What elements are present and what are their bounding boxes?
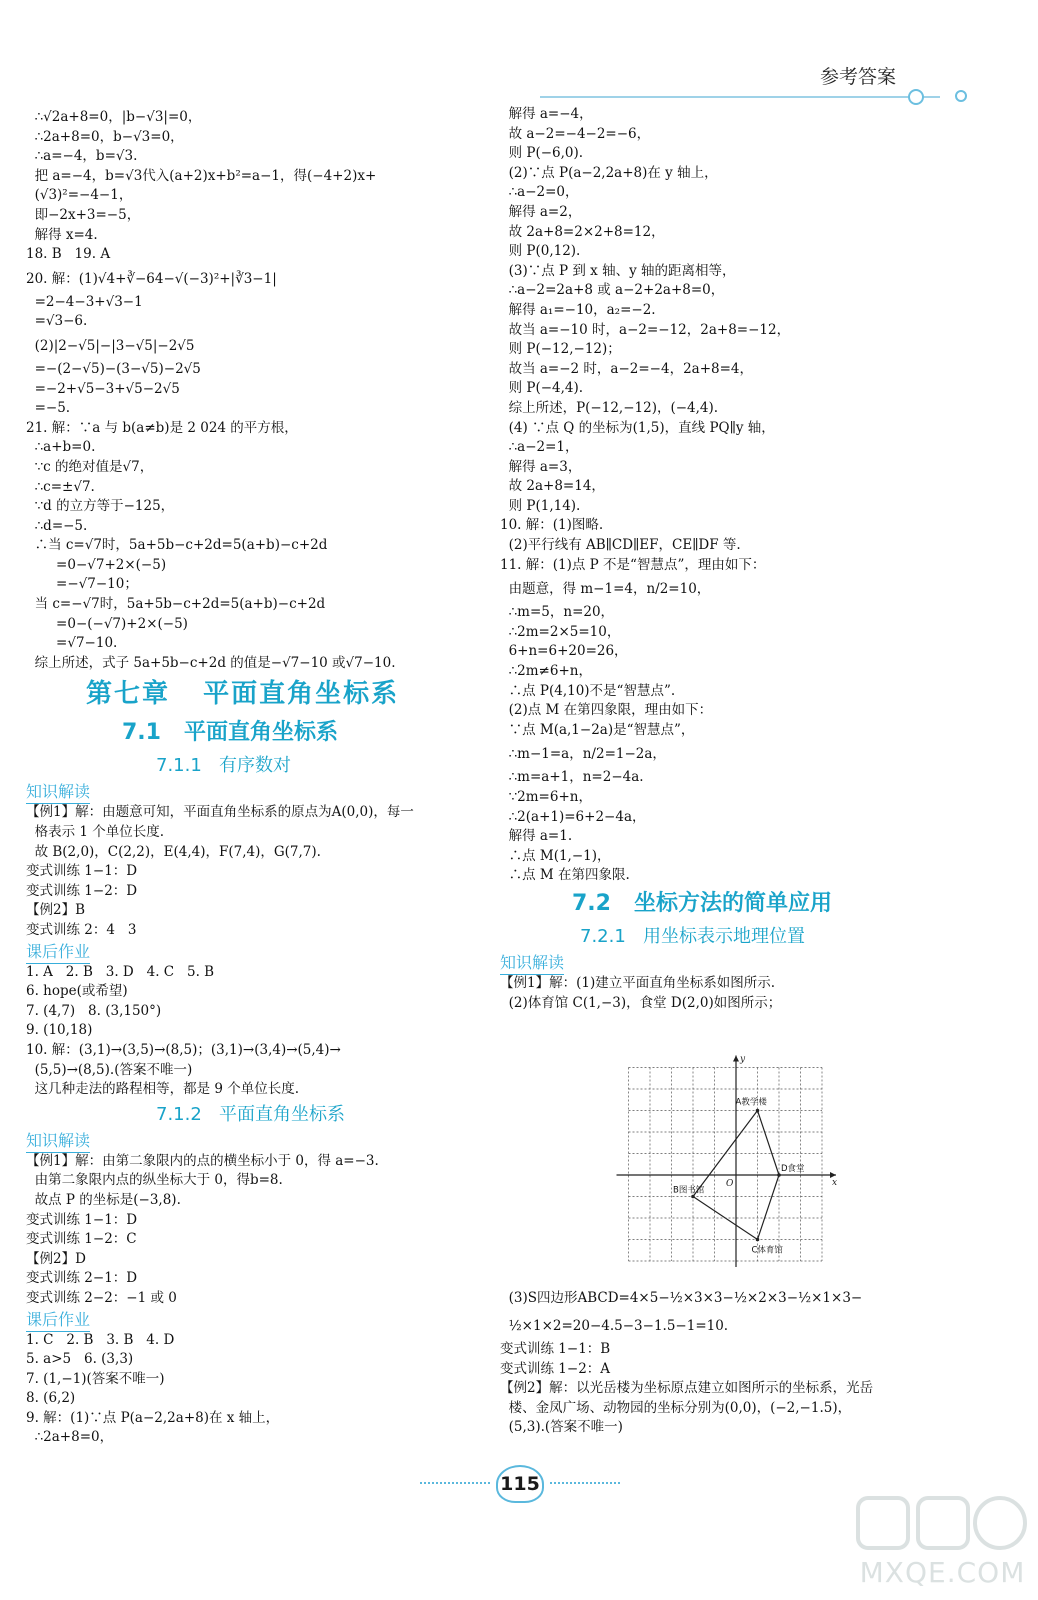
text-line: ∴2a+8=0， bbox=[26, 1429, 114, 1446]
text-line: (√3)²=−4−1， bbox=[26, 187, 133, 204]
header-dot bbox=[955, 90, 967, 102]
text-line: (4) ∵点 Q 的坐标为(1,5)，直线 PQ∥y 轴， bbox=[500, 419, 775, 436]
x-axis-label: x bbox=[832, 1178, 838, 1188]
page-dots-left bbox=[420, 1482, 490, 1484]
header-dot bbox=[908, 89, 924, 105]
text-line: 变式训练 2−2：−1 或 0 bbox=[26, 1289, 177, 1306]
text-line: 变式训练 1−1：D bbox=[26, 863, 138, 880]
text-line: 故当 a=−2 时，a−2=−4，2a+8=4， bbox=[500, 360, 754, 377]
text-line: =−(2−√5)−(3−√5)−2√5 bbox=[26, 360, 201, 377]
text-line: 变式训练 2−1：D bbox=[26, 1270, 138, 1287]
y-axis-arrow bbox=[733, 1056, 739, 1062]
text-line: ∴2(a+1)=6+2−4a， bbox=[500, 808, 646, 825]
text-line: 6+n=6+20=26， bbox=[500, 643, 628, 660]
text-line: 6. hope(或希望) bbox=[26, 983, 128, 1000]
text-line: =0−√7+2×(−5) bbox=[26, 556, 167, 573]
right-column-bottom bbox=[500, 1284, 1000, 1438]
formula-line: 20. 解：(1)√4+∛−64−√(−3)²+|∛3−1| bbox=[26, 270, 277, 287]
coordinate-figure bbox=[605, 1045, 845, 1275]
section-tag: 课后作业 bbox=[26, 1309, 90, 1332]
text-line: 这几种走法的路程相等，都是 9 个单位长度. bbox=[26, 1081, 300, 1098]
text-line: (2)∵点 P(a−2,2a+8)在 y 轴上， bbox=[500, 164, 718, 181]
text-line: 变式训练 1−1：D bbox=[26, 1211, 138, 1228]
section-tag-row bbox=[26, 781, 476, 803]
text-line: 则 P(0,12). bbox=[500, 243, 581, 260]
text-line: 变式训练 1−2：C bbox=[26, 1231, 137, 1248]
text-line: 综上所述，P(−12,−12)，(−4,4). bbox=[500, 399, 719, 416]
text-line: 【例2】B bbox=[26, 902, 86, 919]
text-line: (5,3).(答案不唯一) bbox=[500, 1419, 623, 1436]
text-line: ∴2m=2×5=10， bbox=[500, 623, 621, 640]
text-line: ∴当 c=√7时，5a+5b−c+2d=5(a+b)−c+2d bbox=[26, 537, 328, 554]
text-line: =√7−10. bbox=[26, 635, 118, 652]
text-line: 解得 a₁=−10，a₂=−2. bbox=[500, 301, 656, 318]
text-line: =2−4−3+√3−1 bbox=[26, 293, 143, 310]
text-line: 格表示 1 个单位长度. bbox=[26, 824, 165, 841]
text-line: 【例1】解：由题意可知，平面直角坐标系的原点为A(0,0)，每一 bbox=[26, 804, 414, 821]
text-line: ∴a−2=1， bbox=[500, 439, 579, 456]
text-line: ∴a−2=0， bbox=[500, 184, 579, 201]
text-line: 由第二象限内点的纵坐标大于 0，得b=8. bbox=[26, 1172, 283, 1189]
point-label-c: C体育馆 bbox=[751, 1245, 783, 1256]
text-line: 故 2a+8=2×2+8=12， bbox=[500, 223, 665, 240]
watermark bbox=[850, 1490, 1035, 1595]
chapter-title: 第七章 平面直角坐标系 bbox=[86, 679, 400, 710]
text-line: 故 2a+8=14， bbox=[500, 478, 605, 495]
subsection-title: 7.2.1 用坐标表示地理位置 bbox=[580, 925, 805, 947]
left-column bbox=[26, 108, 476, 1448]
text-line: 【例2】D bbox=[26, 1250, 86, 1267]
formula-line: (2)|2−√5|−|3−√5|−2√5 bbox=[26, 337, 195, 354]
section-tag-row bbox=[26, 1130, 476, 1152]
text-line: 楼、金凤广场、动物园的坐标分别为(0,0)，(−2,−1.5)， bbox=[500, 1399, 852, 1416]
point-label-a: A教学楼 bbox=[735, 1097, 767, 1108]
text-line: 9. (10,18) bbox=[26, 1022, 93, 1039]
text-line: 8. (6,2) bbox=[26, 1390, 76, 1407]
formula-line: (3)S四边形ABCD=4×5−½×3×3−½×2×3−½×1×3− bbox=[500, 1290, 863, 1306]
text-line: ∴a=−4，b=√3. bbox=[26, 148, 138, 165]
text-line: ∵c 的绝对值是√7， bbox=[26, 458, 154, 475]
formula-line: 由题意，得 m−1=4，n/2=10， bbox=[500, 581, 711, 598]
text-line: 解得 a=−4， bbox=[500, 106, 593, 122]
text-line: 7. (1,−1)(答案不唯一) bbox=[26, 1370, 165, 1387]
header-title: 参考答案 bbox=[820, 66, 897, 88]
right-column bbox=[500, 105, 990, 1013]
section-title: 7.2 坐标方法的简单应用 bbox=[572, 890, 832, 916]
text-line: 7. (4,7) 8. (3,150°) bbox=[26, 1002, 162, 1019]
text-line: 当 c=−√7时，5a+5b−c+2d=5(a+b)−c+2d bbox=[26, 596, 326, 613]
text-line: ∵d 的立方等于−125， bbox=[26, 498, 175, 515]
text-line: ∴2m≠6+n， bbox=[500, 663, 592, 680]
section-tag: 课后作业 bbox=[26, 941, 90, 964]
text-line: 【例2】解：以光岳楼为坐标原点建立如图所示的坐标系，光岳 bbox=[500, 1380, 874, 1397]
text-line: 则 P(1,14). bbox=[500, 497, 581, 514]
text-line: 9. 解：(1)∵点 P(a−2,2a+8)在 x 轴上， bbox=[26, 1409, 280, 1426]
text-line: 则 P(−6,0). bbox=[500, 145, 584, 162]
text-line: (5,5)→(8,5).(答案不唯一) bbox=[26, 1061, 193, 1078]
text-line: ∴d=−5. bbox=[26, 517, 88, 534]
text-line: 解得 a=3， bbox=[500, 458, 582, 475]
text-line: 故 a−2=−4−2=−6， bbox=[500, 125, 651, 142]
formula-line: ∴m−1=a，n/2=1−2a， bbox=[500, 746, 666, 763]
text-line: 把 a=−4，b=√3代入(a+2)x+b²=a−1，得(−4+2)x+ bbox=[26, 167, 377, 184]
section-tag: 知识解读 bbox=[500, 952, 564, 975]
header-line bbox=[540, 96, 940, 98]
text-line: ∴点 M 在第四象限. bbox=[500, 867, 630, 884]
text-line: ∵2m=6+n， bbox=[500, 789, 592, 805]
text-line: 11. 解：(1)点 P 不是“智慧点”，理由如下： bbox=[500, 556, 766, 573]
section-tag-row bbox=[500, 952, 990, 974]
section-tag: 知识解读 bbox=[26, 1130, 90, 1153]
text-line: 变式训练 1−2：D bbox=[26, 882, 138, 899]
page-number-block bbox=[400, 1463, 640, 1503]
text-line: =0−(−√7)+2×(−5) bbox=[26, 615, 188, 632]
point-label-d: D食堂 bbox=[781, 1164, 805, 1174]
text-line: 故当 a=−10 时，a−2=−12，2a+8=−12， bbox=[500, 321, 791, 338]
point-a bbox=[756, 1109, 760, 1113]
text-line: 综上所述，式子 5a+5b−c+2d 的值是−√7−10 或√7−10. bbox=[26, 654, 396, 671]
text-line: ∴点 P(4,10)不是“智慧点”. bbox=[500, 682, 676, 699]
text-line: 变式训练 1−1：B bbox=[500, 1341, 611, 1357]
text-line: 变式训练 2：4 3 bbox=[26, 922, 137, 938]
text-line: ∴c=±√7. bbox=[26, 478, 95, 495]
text-line: 5. a>5 6. (3,3) bbox=[26, 1351, 134, 1368]
text-line: 21. 解：∵a 与 b(a≠b)是 2 024 的平方根， bbox=[26, 419, 298, 436]
page-number: 115 bbox=[496, 1465, 544, 1503]
text-line: ∴2a+8=0，b−√3=0， bbox=[26, 128, 184, 145]
watermark-logo bbox=[850, 1490, 1035, 1560]
section-tag-row bbox=[26, 941, 476, 963]
text-line: 18. B 19. A bbox=[26, 246, 111, 263]
text-line: ∴a+b=0. bbox=[26, 439, 96, 456]
text-line: =√3−6. bbox=[26, 313, 88, 330]
text-line: (2)点 M 在第四象限，理由如下： bbox=[500, 702, 713, 719]
watermark-text: MXQE.COM bbox=[859, 1556, 1026, 1589]
text-line: ∵点 M(a,1−2a)是“智慧点”， bbox=[500, 721, 695, 738]
text-line: 1. C 2. B 3. B 4. D bbox=[26, 1331, 175, 1348]
page-dots-right bbox=[550, 1482, 620, 1484]
text-line: =−√7−10； bbox=[26, 576, 138, 593]
text-line: 10. 解：(1)图略. bbox=[500, 517, 604, 534]
text-line: 即−2x+3=−5， bbox=[26, 206, 141, 223]
section-tag-row bbox=[26, 1309, 476, 1331]
text-line: 解得 x=4. bbox=[26, 226, 98, 243]
text-line: 则 P(−12,−12)； bbox=[500, 341, 621, 358]
section-title: 7.1 平面直角坐标系 bbox=[122, 720, 338, 746]
text-line: 故 B(2,0)，C(2,2)，E(4,4)，F(7,4)，G(7,7). bbox=[26, 843, 321, 860]
text-line: 解得 a=1. bbox=[500, 828, 573, 845]
text-line: 变式训练 1−2：A bbox=[500, 1360, 611, 1377]
origin-label: O bbox=[726, 1179, 734, 1189]
text-line: (2)平行线有 AB∥CD∥EF，CE∥DF 等. bbox=[500, 537, 741, 554]
text-line: =−2+√5−3+√5−2√5 bbox=[26, 380, 180, 397]
formula-line: ½×1×2=20−4.5−3−1.5−1=10. bbox=[500, 1318, 729, 1334]
text-line: 则 P(−4,4). bbox=[500, 380, 584, 397]
text-line: 故点 P 的坐标是(−3,8). bbox=[26, 1191, 181, 1208]
text-line: 10. 解：(3,1)→(3,5)→(8,5)；(3,1)→(3,4)→(5,4)→ bbox=[26, 1041, 341, 1058]
text-line: =−5. bbox=[26, 400, 71, 417]
text-line: 【例1】解：由第二象限内的点的横坐标小于 0，得 a=−3. bbox=[26, 1152, 379, 1169]
text-line: ∴点 M(1,−1)， bbox=[500, 847, 611, 864]
text-line: 1. A 2. B 3. D 4. C 5. B bbox=[26, 963, 215, 980]
text-line: (2)体育馆 C(1,−3)，食堂 D(2,0)如图所示； bbox=[500, 994, 782, 1011]
subsection-title: 7.1.2 平面直角坐标系 bbox=[156, 1103, 345, 1125]
text-line: ∴a−2=2a+8 或 a−2+2a+8=0， bbox=[500, 282, 725, 299]
text-line: (3)∵点 P 到 x 轴、y 轴的距离相等， bbox=[500, 262, 736, 279]
text-line: 解得 a=2， bbox=[500, 203, 582, 220]
text-line: ∴m=5，n=20， bbox=[500, 604, 615, 621]
text-line: ∴√2a+8=0，|b−√3|=0， bbox=[26, 109, 202, 125]
subsection-title: 7.1.1 有序数对 bbox=[156, 755, 291, 777]
section-tag: 知识解读 bbox=[26, 781, 90, 804]
point-label-b: B图书馆 bbox=[673, 1185, 705, 1196]
y-axis-label: y bbox=[740, 1054, 746, 1065]
text-line: 【例1】解：(1)建立平面直角坐标系如图所示. bbox=[500, 974, 776, 991]
point-c bbox=[756, 1238, 760, 1242]
text-line: ∴m=a+1，n=2−4a. bbox=[500, 769, 644, 786]
